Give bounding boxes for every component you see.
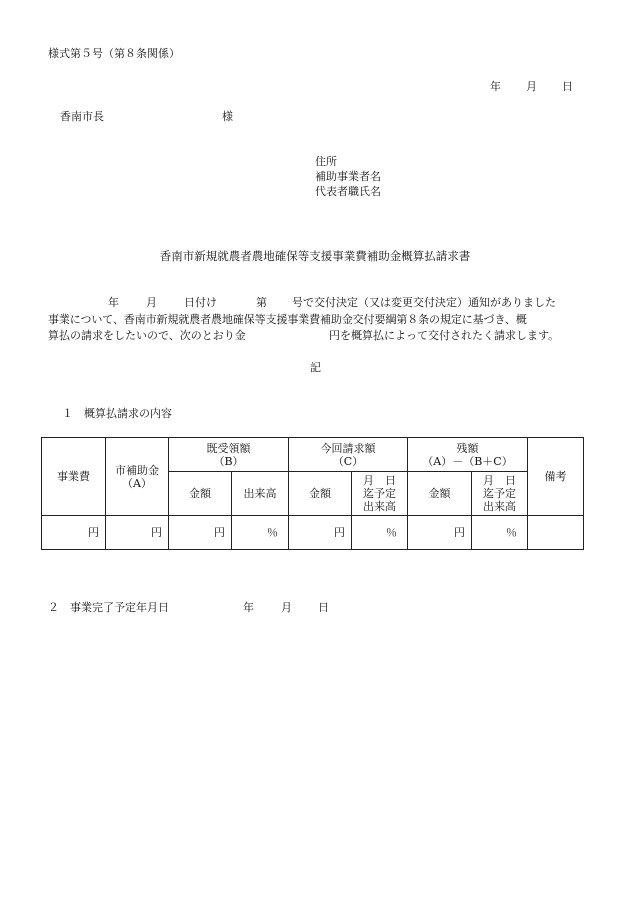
subheader-received-amount: 金額: [169, 472, 232, 516]
date-month-label: 月: [526, 80, 537, 93]
subheader-remaining-amount: 金額: [408, 472, 472, 516]
form-number: 様式第５号（第８条関係）: [48, 47, 180, 60]
header-received: [169, 438, 289, 472]
body-line1-dated: 日付け: [184, 296, 217, 309]
cell-received-amount: 円: [169, 516, 232, 550]
representative-label: 代表者職氏名: [315, 185, 381, 198]
subheader-received-completion: 出来高: [232, 472, 289, 516]
honorific: 様: [222, 110, 233, 123]
date-year-label: 年: [490, 80, 501, 93]
header-current: [289, 438, 408, 472]
section2-title: ２ 事業完了予定年月日: [48, 601, 169, 614]
cell-current-completion: ％: [352, 516, 408, 550]
cell-received-completion: ％: [232, 516, 289, 550]
section2-month: 月: [281, 601, 292, 614]
cell-city-subsidy: 円: [106, 516, 169, 550]
section2-year: 年: [243, 601, 254, 614]
subheader-current-md-line2: 迄予定: [363, 487, 396, 500]
header-received-line2: （B）: [213, 454, 244, 468]
subheader-current-md: [352, 472, 408, 516]
header-remaining-line2: （A）－（B＋C）: [422, 454, 513, 468]
header-project-cost: 事業費: [42, 438, 106, 516]
subheader-current-md-line1: 月 日: [363, 474, 396, 487]
header-remaining: [408, 438, 528, 472]
header-remarks: 備考: [528, 438, 584, 516]
request-table: [41, 437, 584, 550]
header-city-subsidy-line1: 市補助金: [115, 463, 159, 477]
subheader-remaining-md-line2: 迄予定: [483, 487, 516, 500]
section1-title: １ 概算払請求の内容: [62, 407, 172, 420]
header-remaining-line1: 残額: [456, 441, 479, 455]
body-line1-month: 月: [146, 296, 157, 309]
body-line3-post: 円を概算払によって交付されたく請求します。: [329, 329, 560, 342]
subheader-current-amount: 金額: [289, 472, 352, 516]
body-line2: [48, 313, 584, 326]
section2-day: 日: [318, 601, 329, 614]
header-current-line2: （C）: [332, 454, 364, 468]
addressee: 香南市長: [60, 110, 104, 123]
table-row: [42, 516, 584, 550]
subheader-remaining-md-line1: 月 日: [483, 474, 516, 487]
subheader-remaining-md-line3: 出来高: [483, 500, 516, 513]
header-city-subsidy-line2: （A）: [122, 476, 152, 490]
body-line2-text: 事業について、香南市新規就農者農地確保等支援事業費補助金交付要綱第８条の規定に基づき、概: [48, 313, 527, 326]
business-name-label: 補助事業者名: [315, 170, 381, 183]
cell-remaining-amount: 円: [408, 516, 472, 550]
document-title: 香南市新規就農者農地確保等支援事業費補助金概算払請求書: [159, 249, 471, 263]
cell-current-amount: 円: [289, 516, 352, 550]
subheader-current-md-line3: 出来高: [363, 500, 396, 513]
cell-project-cost: 円: [42, 516, 106, 550]
header-received-line1: 既受領額: [206, 441, 251, 455]
cell-remaining-completion: ％: [472, 516, 528, 550]
subheader-remaining-md: [472, 472, 528, 516]
date-day-label: 日: [562, 80, 573, 93]
body-line1-rest: 号で交付決定（又は変更交付決定）通知がありました: [292, 296, 556, 309]
body-line1-year: 年: [108, 296, 119, 309]
header-city-subsidy: [106, 438, 169, 516]
body-line3-pre: 算払の請求をしたいので、次のとおり金: [48, 329, 246, 342]
address-label: 住所: [315, 155, 337, 168]
body-line1-no-prefix: 第: [256, 296, 267, 309]
cell-remarks: [528, 516, 584, 550]
header-current-line1: 今回請求額: [320, 441, 376, 455]
ki-mark: 記: [310, 361, 321, 374]
